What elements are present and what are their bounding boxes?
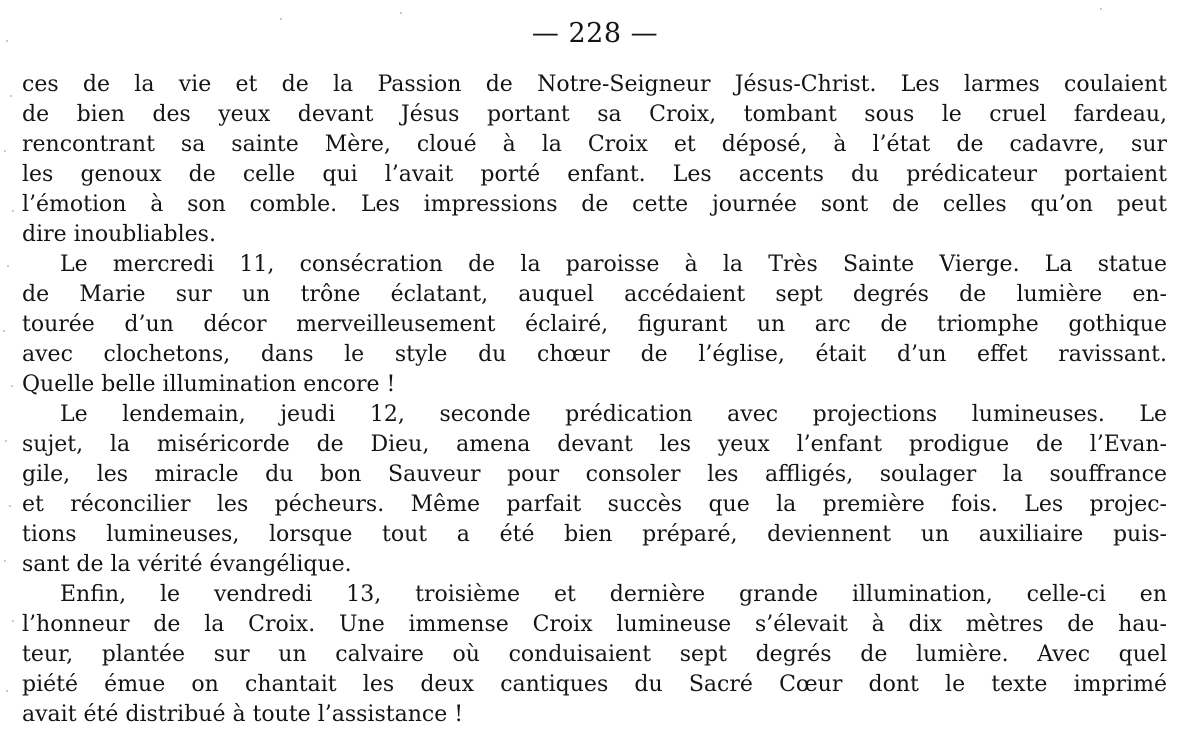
- scan-speck: [10, 95, 12, 97]
- scan-speck: [6, 690, 8, 692]
- text-line: et réconcilier les pécheurs. Même parfait succès que la première fois. Les projec-: [22, 492, 1167, 517]
- scan-speck: [11, 385, 13, 387]
- text-line: gile, les miracle du bon Sauveur pour consoler les affligés, soulager la souffrance: [22, 462, 1167, 487]
- scan-speck: [9, 505, 11, 507]
- body-text: [22, 70, 1167, 730]
- text-line: Le lendemain, jeudi 12, seconde prédication avec projections lumineuses. Le: [60, 402, 1167, 427]
- scan-speck: [400, 12, 402, 14]
- scan-speck: [12, 620, 14, 622]
- scan-speck: [7, 265, 9, 267]
- text-line: avec clochetons, dans le style du chœur de l’église, était d’un effet ravissant.: [22, 342, 1167, 367]
- scan-speck: [12, 210, 14, 212]
- scan-speck: [280, 18, 282, 20]
- text-line: sant de la vérité évangélique.: [22, 552, 352, 577]
- scan-speck: [3, 330, 5, 332]
- text-line: teur, plantée sur un calvaire où conduisaient sept degrés de lumière. Avec quel: [22, 642, 1167, 667]
- text-line: tions lumineuses, lorsque tout a été bien préparé, deviennent un auxiliaire puis-: [22, 522, 1167, 547]
- text-line: rencontrant sa sainte Mère, cloué à la Croix et déposé, à l’état de cadavre, sur: [22, 132, 1167, 157]
- text-line: dire inoubliables.: [22, 222, 216, 247]
- text-line: l’émotion à son comble. Les impressions de cette journée sont de celles qu’on peut: [22, 192, 1167, 217]
- text-line: les genoux de celle qui l’avait porté enfant. Les accents du prédicateur portaient: [22, 162, 1167, 187]
- text-line: l’honneur de la Croix. Une immense Croix lumineuse s’élevait à dix mètres de hau-: [22, 612, 1167, 637]
- text-line: ces de la vie et de la Passion de Notre-Seigneur Jésus-Christ. Les larmes coulaient: [22, 72, 1167, 97]
- text-line: Quelle belle illumination encore !: [22, 372, 396, 397]
- scan-speck: [5, 440, 7, 442]
- text-line: avait été distribué à toute l’assistance !: [22, 702, 464, 727]
- text-line: sujet, la miséricorde de Dieu, amena devant les yeux l’enfant prodigue de l’Evan-: [22, 432, 1167, 457]
- scan-speck: [4, 150, 6, 152]
- text-line: de bien des yeux devant Jésus portant sa Croix, tombant sous le cruel fardeau,: [22, 102, 1167, 127]
- text-line: piété émue on chantait les deux cantiques du Sacré Cœur dont le texte imprimé: [22, 672, 1167, 697]
- scan-speck: [4, 560, 6, 562]
- scan-speck: [6, 40, 8, 42]
- text-line: Enfin, le vendredi 13, troisième et dernière grande illumination, celle-ci en: [60, 582, 1167, 607]
- text-line: Le mercredi 11, consécration de la paroisse à la Très Sainte Vierge. La statue: [60, 252, 1167, 277]
- scan-speck: [1100, 8, 1102, 10]
- text-line: de Marie sur un trône éclatant, auquel accédaient sept degrés de lumière en-: [22, 282, 1167, 307]
- page-number: — 228 —: [531, 18, 659, 49]
- text-line: tourée d’un décor merveilleusement éclairé, figurant un arc de triomphe gothique: [22, 312, 1167, 337]
